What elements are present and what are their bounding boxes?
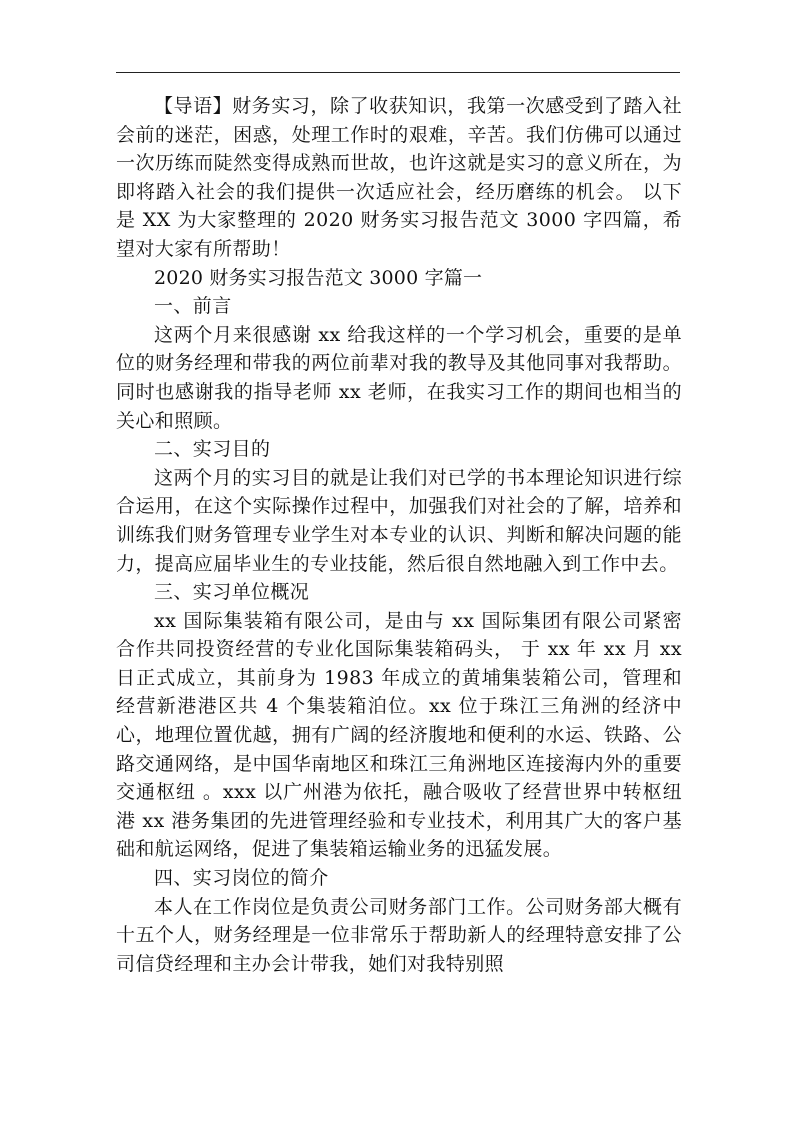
section-heading-position: 四、实习岗位的简介 [154, 867, 329, 890]
section-body-preface: 这两个月来很感谢 xx 给我这样的一个学习机会，重要的是单位的财务经理和带我的两位前辈对我的教导及其他同事对我帮助。同时也感谢我的指导老师 xx 老师，在我实习工作的期间也相当的关心和照顾。 [116, 323, 682, 432]
section-heading-purpose: 二、实习目的 [154, 438, 271, 461]
section-body-position: 本人在工作岗位是负责公司财务部门工作。公司财务部大概有十五个人，财务经理是一位非常乐于帮助新人的经理特意安排了公司信贷经理和主办会计带我，她们对我特别照 [116, 895, 682, 975]
section-body-company: xx 国际集装箱有限公司，是由与 xx 国际集团有限公司紧密合作共同投资经营的专业化国际集装箱码头， 于 xx 年 xx 月 xx 日正式成立，其前身为 1983 年成立的黄埔集装箱公司，管理和经营新港港区共 4 个集装箱泊位。xx 位于珠江三角洲的经济中心，地理位置优越，拥有广阔的经济腹地和便利的水运、铁路、公路交通网络，是中国华南地区和珠江三角洲地区连接海内外的重要交通枢纽 。xxx 以广州港为依托，融合吸收了经营世界中转枢纽港 xx 港务集团的先进管理经验和专业技术，利用其广大的客户基础和航运网络，促进了集装箱运输业务的迅猛发展。 [116, 609, 682, 861]
document-page [116, 92, 682, 978]
section-heading-company: 三、实习单位概况 [154, 581, 310, 604]
section-heading-preface: 一、前言 [154, 295, 232, 318]
article-title: 2020 财务实习报告范文 3000 字篇一 [154, 266, 483, 289]
intro-paragraph: 【导语】财务实习，除了收获知识，我第一次感受到了踏入社会前的迷茫，困惑，处理工作时的艰难，辛苦。我们仿佛可以通过一次历练而陡然变得成熟而世故，也许这就是实习的意义所在，为即将踏入社会的我们提供一次适应社会，经历磨练的机会。 以下是 XX 为大家整理的 2020 财务实习报告范文 3000 字四篇，希望对大家有所帮助！ [116, 95, 682, 260]
section-body-purpose: 这两个月的实习目的就是让我们对已学的书本理论知识进行综合运用，在这个实际操作过程中，加强我们对社会的了解，培养和训练我们财务管理专业学生对本专业的认识、判断和解决问题的能力，提高应届毕业生的专业技能，然后很自然地融入到工作中去。 [116, 466, 682, 575]
header-rule [116, 72, 680, 73]
